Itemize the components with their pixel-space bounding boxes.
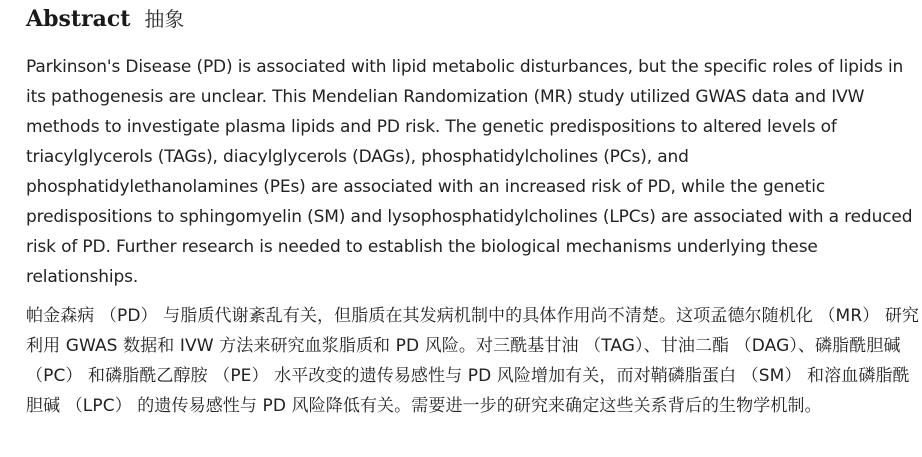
abstract-body-english: Parkinson's Disease (PD) is associated with lipid metabolic disturbances, but the specific roles of lipids in its pathogenesis are unclear. This Mendelian Randomization (MR) study utilized GWAS data and IVW methods to investigate plasma lipids and PD risk. The genetic predispositions to altered levels of triacylglycerols (TAGs), diacylglycerols (DAGs), phosphatidylcholines (PCs), and phosphatidylethanolamines (PEs) are associated with an increased risk of PD, while the genetic predispositions to sphingomyelin (SM) and lysophosphatidylcholines (LPCs) are associated with a reduced risk of PD. Further research is needed to establish the biological mechanisms underlying these relationships. — [26, 57, 913, 287]
abstract-section — [26, 0, 922, 421]
abstract-heading-english: Abstract — [26, 6, 131, 32]
abstract-body-chinese: 帕金森病 （PD） 与脂质代谢紊乱有关，但脂质在其发病机制中的具体作用尚不清楚。这项孟德尔随机化 （MR） 研究利用 GWAS 数据和 IVW 方法来研究血浆脂质和 PD 风险。对三酰基甘油 （TAG）、甘油二酯 （DAG）、磷脂酰胆碱 （PC） 和磷脂酰乙醇胺 （PE） 水平改变的遗传易感性与 PD 风险增加有关，而对鞘磷脂蛋白 （SM） 和溶血磷脂酰胆碱 （LPC） 的遗传易感性与 PD 风险降低有关。需要进一步的研究来确定这些关系背后的生物学机制。 — [26, 306, 920, 416]
abstract-heading-chinese: 抽象 — [144, 7, 185, 31]
abstract-heading — [26, 0, 922, 34]
